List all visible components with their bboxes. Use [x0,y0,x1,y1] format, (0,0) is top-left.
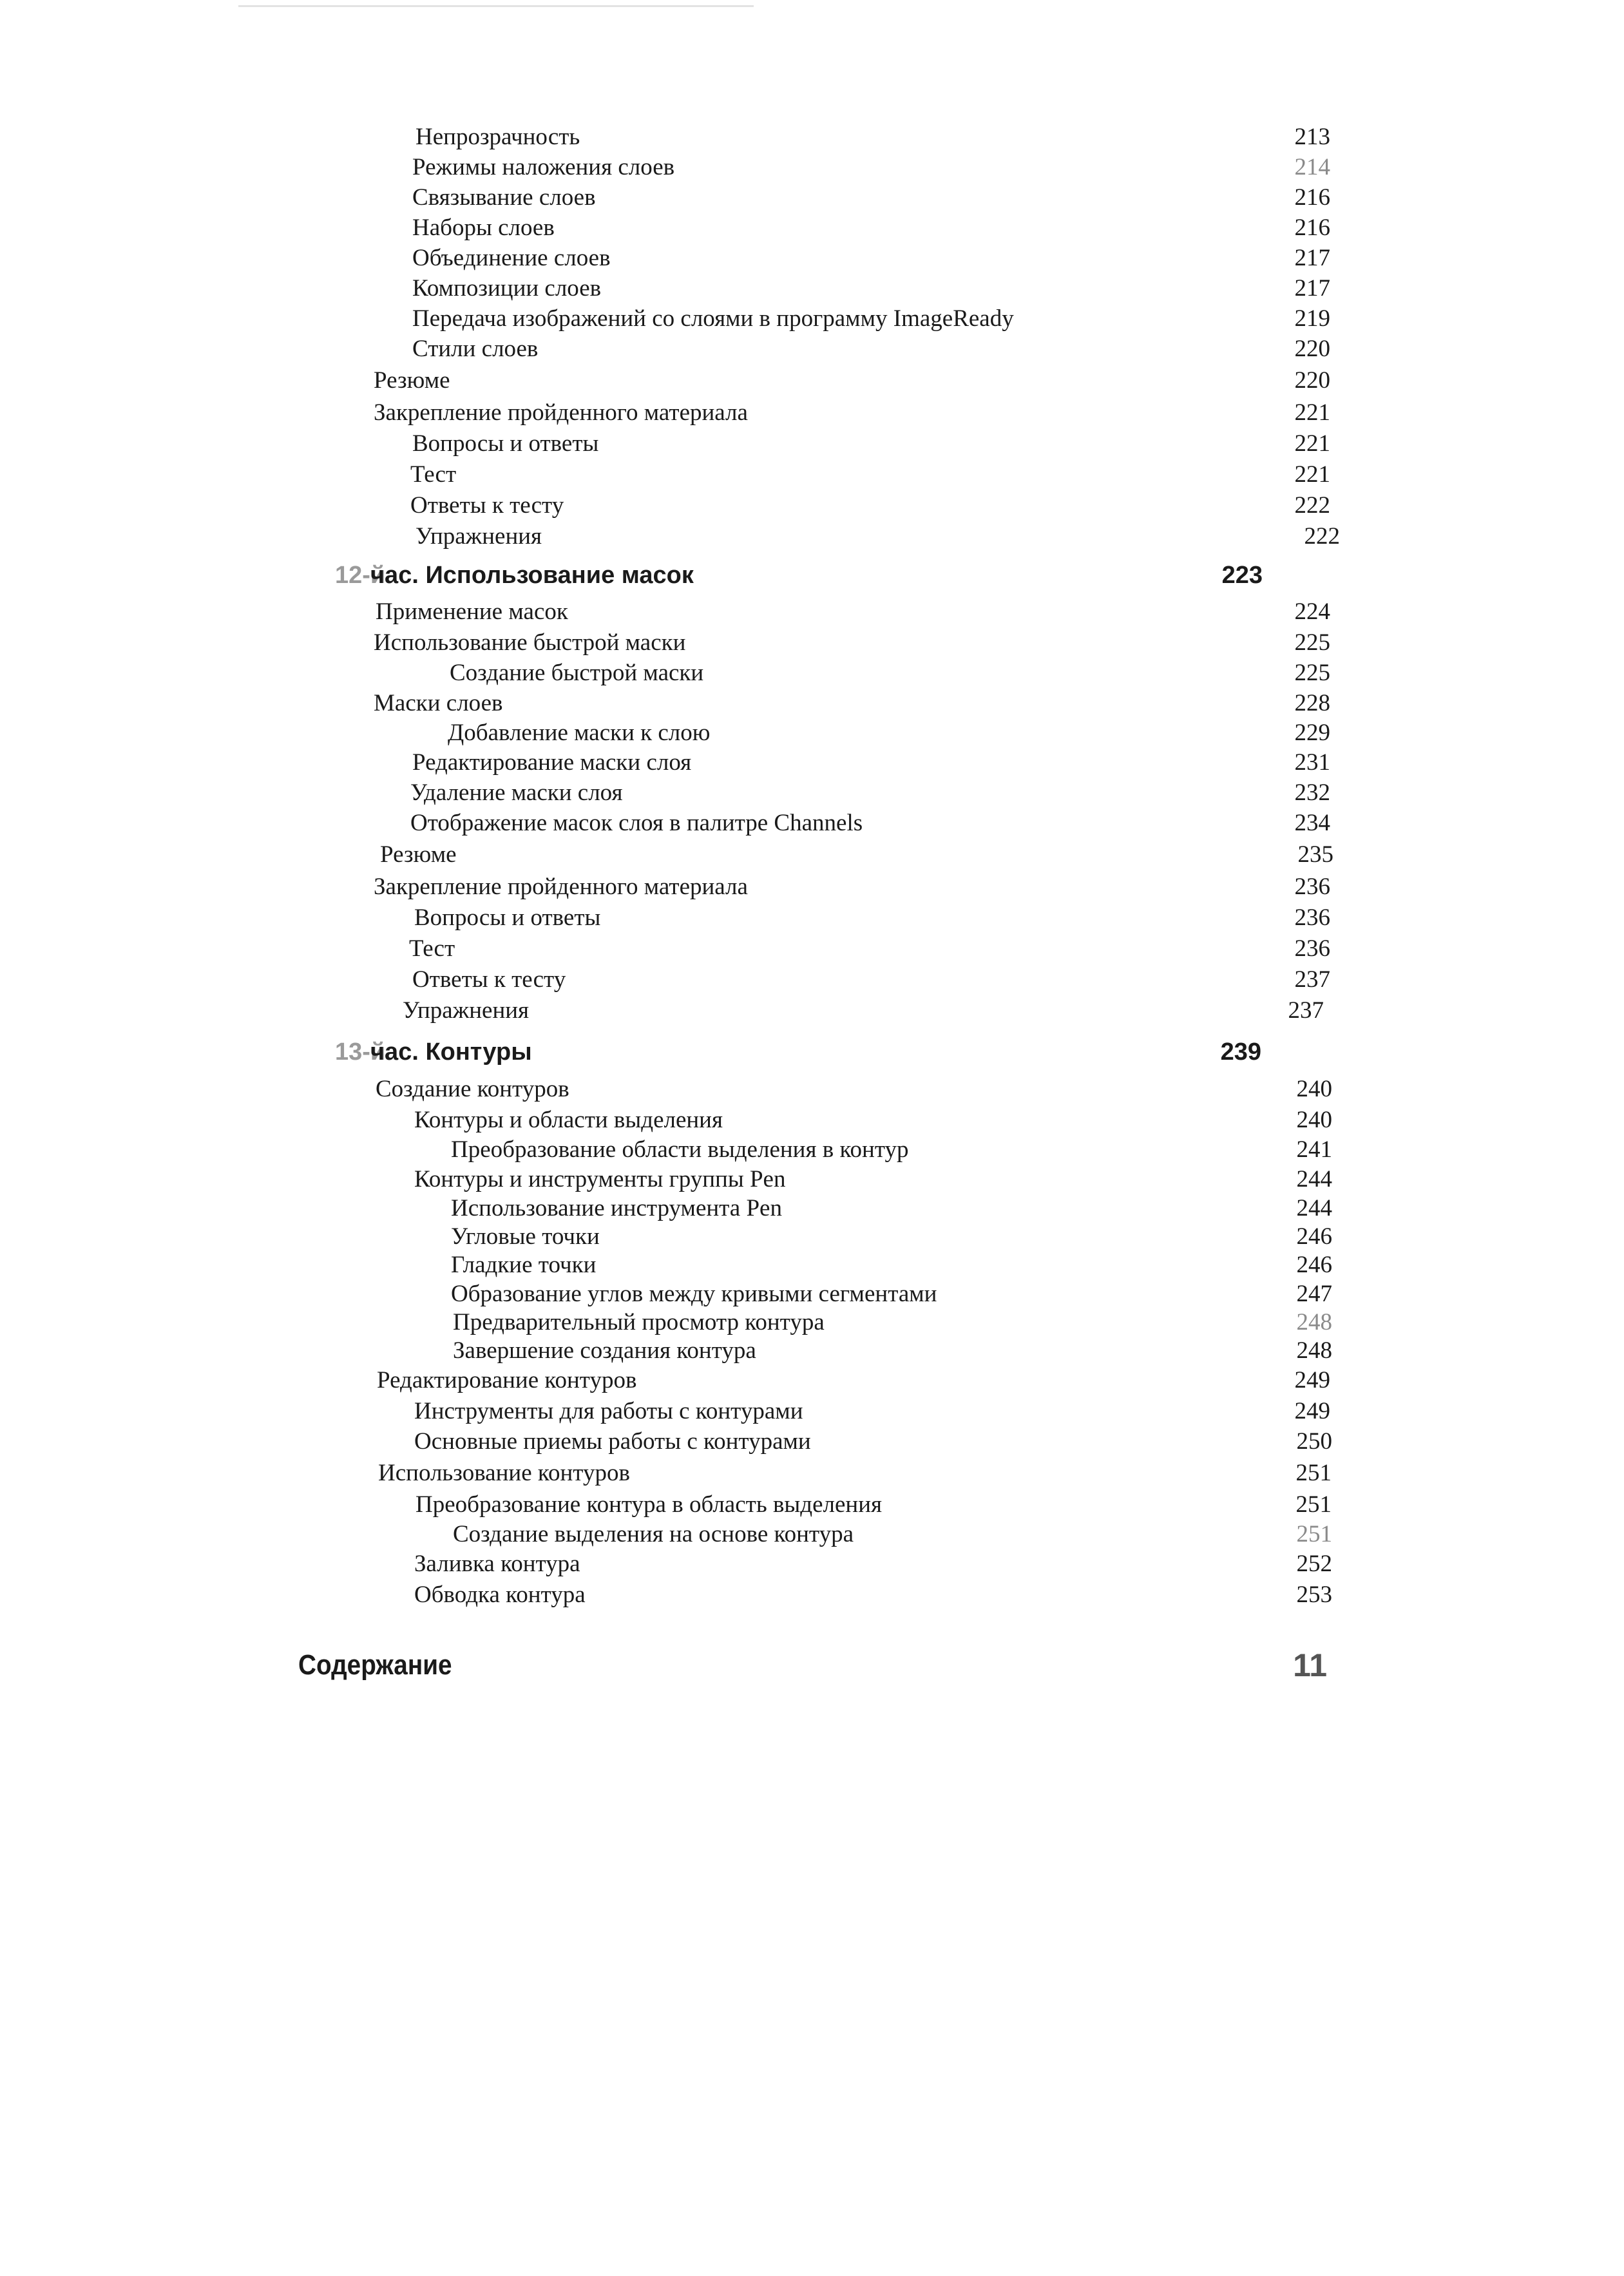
toc-entry[interactable]: Удаление маски слоя 232 [410,779,1330,806]
toc-entry[interactable]: Упражнения 222 [416,523,1340,550]
toc-entry[interactable]: Добавление маски к слою 229 [448,720,1330,746]
toc-entry[interactable]: Инструменты для работы с контурами 249 [414,1398,1330,1424]
toc-entry[interactable]: Непрозрачность 213 [416,124,1330,150]
toc-entry[interactable]: Упражнения 237 [403,997,1324,1024]
toc-entry[interactable]: Заливка контура 252 [414,1551,1332,1577]
toc-entry[interactable]: Создание быстрой маски 225 [450,660,1330,686]
toc-entry[interactable]: Стили слоев 220 [412,336,1330,362]
scan-edge-line [238,5,754,7]
toc-entry[interactable]: Применение масок 224 [376,598,1330,625]
toc-entry[interactable]: Угловые точки 246 [451,1223,1332,1250]
toc-entry[interactable]: Редактирование контуров 249 [377,1367,1330,1393]
toc-entry[interactable]: Закрепление пройденного материала 236 [374,874,1330,900]
toc-entry[interactable]: Преобразование области выделения в контур 241 [451,1136,1332,1163]
toc-entry[interactable]: Резюме 220 [374,367,1330,394]
toc-entry[interactable]: Контуры и области выделения 240 [414,1107,1332,1133]
toc-chapter-heading[interactable]: 13-й час. Контуры 239 [335,1038,1261,1066]
toc-entry[interactable]: Режимы наложения слоев 214 [412,154,1330,180]
toc-entry[interactable]: Композиции слоев 217 [412,275,1330,301]
toc-entry[interactable]: Использование быстрой маски 225 [374,629,1330,656]
toc-entry[interactable]: Гладкие точки 246 [451,1252,1332,1278]
toc-entry[interactable]: Маски слоев 228 [374,690,1330,716]
toc-entry[interactable]: Ответы к тесту 237 [412,966,1330,993]
toc-entry[interactable]: Вопросы и ответы 236 [414,904,1330,931]
page-number: 11 [1293,1647,1327,1683]
toc-entry[interactable]: Предварительный просмотр контура 248 [453,1309,1332,1335]
toc-entry[interactable]: Создание выделения на основе контура 251 [453,1521,1332,1547]
toc-entry[interactable]: Резюме 235 [380,841,1333,868]
toc-entry[interactable]: Завершение создания контура 248 [453,1337,1332,1364]
toc-entry[interactable]: Создание контуров 240 [376,1076,1332,1102]
toc-entry[interactable]: Связывание слоев 216 [412,184,1330,211]
toc-entry[interactable]: Образование углов между кривыми сегментами 247 [451,1281,1332,1307]
toc-entry[interactable]: Передача изображений со слоями в программу ImageReady 219 [412,305,1330,332]
toc-entry[interactable]: Редактирование маски слоя 231 [412,749,1330,776]
toc-entry[interactable]: Контуры и инструменты группы Pen 244 [414,1166,1332,1192]
toc-chapter-heading[interactable]: 12-й час. Использование масок 223 [335,562,1263,589]
toc-entry[interactable]: Ответы к тесту 222 [410,492,1330,519]
running-footer-title: Содержание [298,1649,452,1681]
toc-entry[interactable]: Использование инструмента Pen 244 [451,1195,1332,1221]
toc-entry[interactable]: Закрепление пройденного материала 221 [374,399,1330,426]
toc-entry[interactable]: Объединение слоев 217 [412,245,1330,271]
toc-entry[interactable]: Наборы слоев 216 [412,215,1330,241]
toc-entry[interactable]: Вопросы и ответы 221 [412,430,1330,457]
toc-entry[interactable]: Тест 236 [409,935,1330,962]
toc-entry[interactable]: Основные приемы работы с контурами 250 [414,1428,1332,1455]
toc-entry[interactable]: Тест 221 [410,461,1330,488]
toc-entry[interactable]: Преобразование контура в область выделения 251 [416,1491,1332,1518]
toc-entry[interactable]: Отображение масок слоя в палитре Channels 234 [410,810,1330,836]
toc-entry[interactable]: Обводка контура 253 [414,1582,1332,1608]
toc-entry[interactable]: Использование контуров 251 [378,1460,1332,1486]
